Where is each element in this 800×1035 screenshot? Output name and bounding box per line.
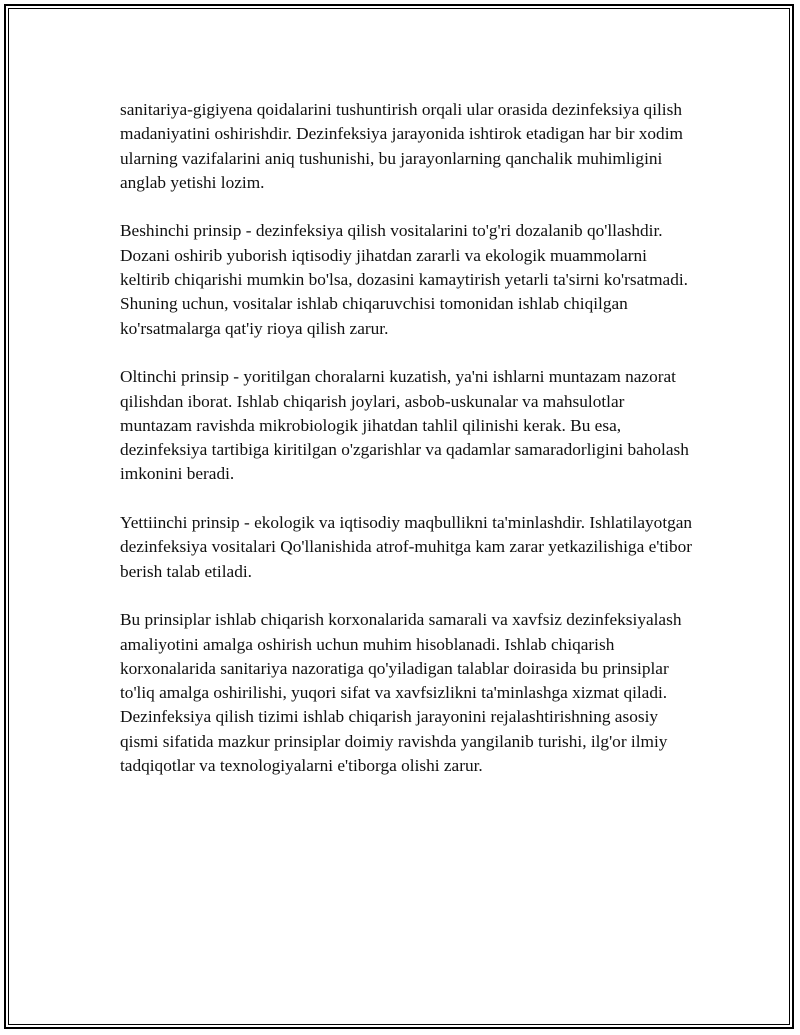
paragraph: Oltinchi prinsip - yoritilgan choralarni kuzatish, ya'ni ishlarni muntazam nazorat qilishdan iborat. Ishlab chiqarish joylari, asbob-uskunalar va mahsulotlar muntazam ravishda mikrobiologik jihatdan tahlil qilinishi kerak. Bu esa, dezinfeksiya tartibiga kiritilgan o'zgarishlar va qadamlar samaradorligini baholash imkonini beradi.: [120, 367, 689, 484]
paragraph: Bu prinsiplar ishlab chiqarish korxonalarida samarali va xavfsiz dezinfeksiyalash amaliyotini amalga oshirish uchun muhim hisoblanadi. Ishlab chiqarish korxonalarida sanitariya nazoratiga qo'yiladigan talablar doirasida bu prinsiplar to'liq amalga oshirilishi, yuqori sifat va xavfsizlikni ta'minlashga xizmat qiladi. Dezinfeksiya qilish tizimi ishlab chiqarish jarayonini rejalashtirishning asosiy qismi sifatida mazkur prinsiplar doimiy ravishda yangilanib turishi, ilg'or ilmiy tadqiqotlar va texnologiyalarni e'tiborga olishi zarur.: [120, 610, 682, 776]
paragraph: Beshinchi prinsip - dezinfeksiya qilish vositalarini to'g'ri dozalanib qo'llashdir. Dozani oshirib yuborish iqtisodiy jihatdan zararli va ekologik muammolarni keltirib chiqarishi mumkin bo'lsa, dozasini kamaytirish yetarli ta'sirni ko'rsatmadi. Shuning uchun, vositalar ishlab chiqaruvchisi tomonidan ishlab chiqilgan ko'rsatmalarga qat'iy rioya qilish zarur.: [120, 221, 688, 338]
paragraph: Yettiinchi prinsip - ekologik va iqtisodiy maqbullikni ta'minlashdir. Ishlatilayotgan dezinfeksiya vositalari Qo'llanishida atrof-muhitga kam zarar yetkazilishiga e'tibor berish talab etiladi.: [120, 513, 693, 581]
paragraph: sanitariya-gigiyena qoidalarini tushuntirish orqali ular orasida dezinfeksiya qilish madaniyatini oshirishdir. Dezinfeksiya jarayonida ishtirok etadigan har bir xodim ularning vazifalarini aniq tushunishi, bu jarayonlarning qanchalik muhimligini anglab yetishi lozim.: [120, 100, 683, 192]
document-body: [120, 98, 700, 803]
page-border: [4, 4, 794, 1029]
